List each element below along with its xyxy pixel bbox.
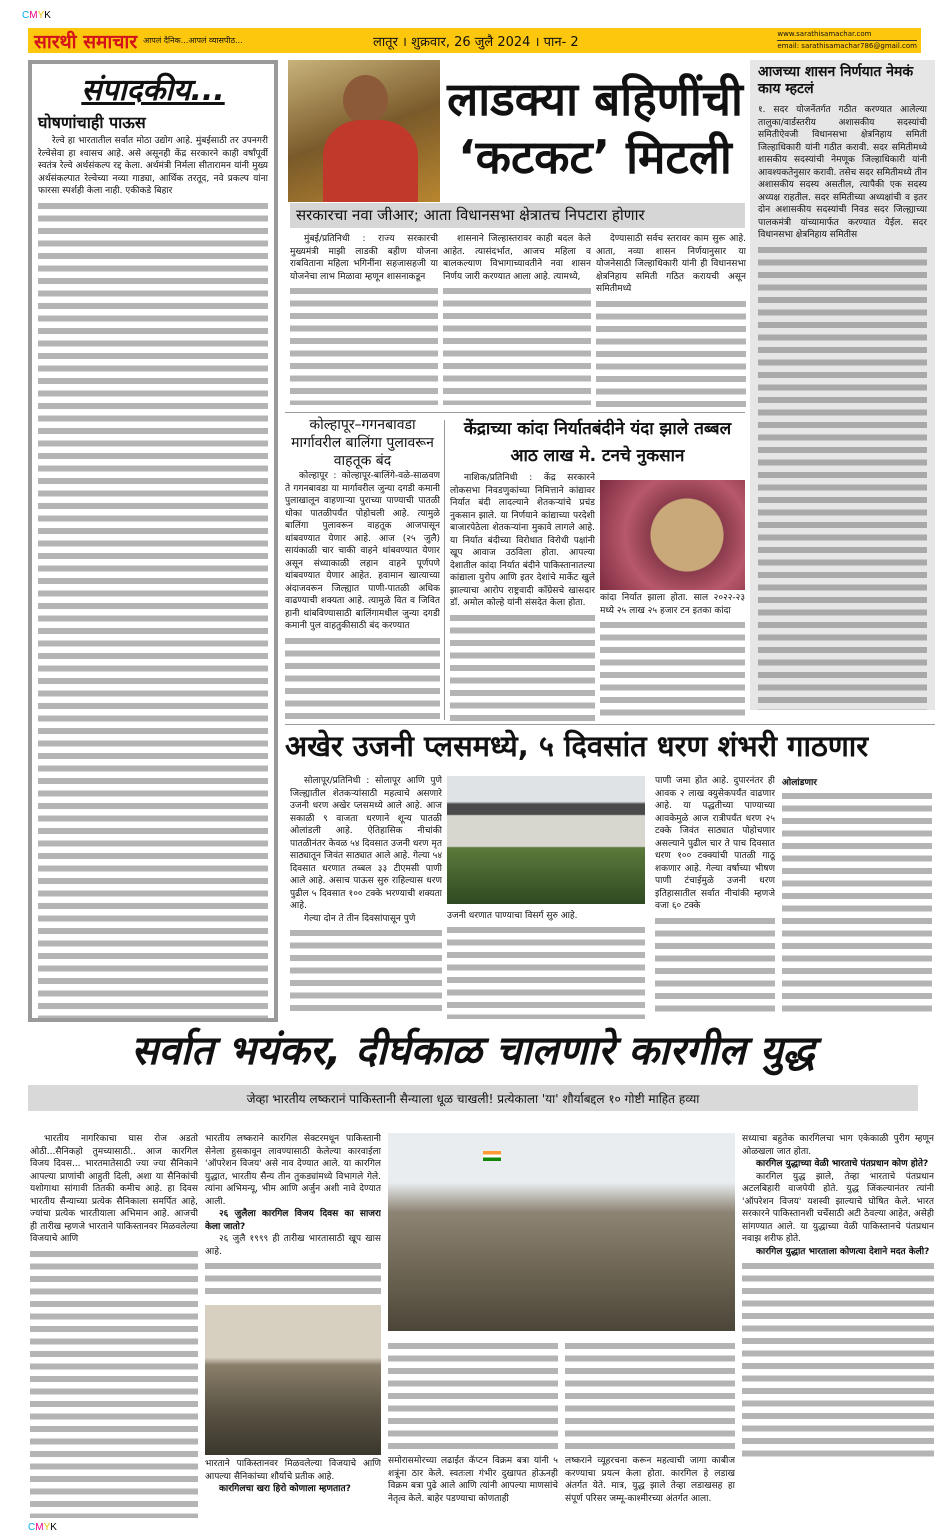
brand-logo: सारथी समाचार <box>34 30 138 53</box>
cmyk-mark-top: CMYK <box>22 10 51 21</box>
lead-col-1: मुंबई/प्रतिनिधी : राज्य सरकारची मुख्यमंत्री माझी लाडकी बहीण योजना राबविताना महिला भगिनींना सहजासहजी या योजनेचा लाभ मिळावा म्हणून शासनाकडून <box>290 234 438 282</box>
lead-headline: लाडक्या बहिणींची ‘कटकट’ मिटली <box>447 72 743 184</box>
kargil-col-3: समोरासमोरच्या लढाईत कॅप्टन विक्रम बत्रा यांनी ५ शत्रूंना ठार केले. स्वतःला गंभीर दुखापत होऊनही विक्रम बत्रा पुढे आले आणि त्यांनी आपल्या माणसांचे नेतृत्व केले. बाहेर पडण्याचा कोणताही <box>388 1456 558 1504</box>
lead-subhead: सरकारचा नवा जीआर; आता विधानसभा क्षेत्रातच निपटारा होणार <box>290 203 745 228</box>
kolhapur-headline: कोल्हापूर–गगनबावडा मार्गावरील बालिंगा पुलावरून वाहतूक बंद <box>291 417 434 469</box>
kargil-col-2: भारतीय लष्कराने कारगिल सेक्टरमधून पाकिस्तानी सेनेला हुसकावून लावण्यासाठी केलेल्या कारवाईला 'ऑपरेशन विजय' असे नाव देण्यात आले. या कारगिल युद्धात, भारतीय सैन्य तीन तुकड्यांमध्ये विभागले गेले. त्यांना अभिमन्यू, भीम आणि अर्जुन अशी नावे देण्यात आली. <box>205 1134 381 1207</box>
lead-col-2: शासनाने जिल्हास्तरावर काही बदल केले आहेत. त्यासंदर्भात, आजच महिला व बालकल्याण विभागाच्यावतीने नवा शासन निर्णय जारी करण्यात आला आहे. त्यामध्ये, <box>443 234 591 282</box>
ujani-body-2: गेल्या दोन ते तीन दिवसांपासून पुणे <box>304 913 416 924</box>
kargil-col-1: भारतीय नागरिकाचा घास रोज अडतो ओठी...सैनिकहो तुमच्यासाठी.. आज कारगिल विजय दिवस... भारतमातेसाठी ज्या ज्या सैनिकाने आपल्या प्राणांची आहुती दिली, अशा या सैनिकांची यशोगाथा सांगावी तितकी कमीच आहे. हा दिवस भारतीय सैन्याच्या प्रत्येक सैनिकाला समर्पित आहे, ज्यांचा प्रत्येक भारतीयाला अभिमान आहे. आजची ही तारीख म्हणजे भारताने पाकिस्तानवर मिळवलेल्या विजयाचे आणि <box>30 1134 198 1244</box>
lead-photo-woman <box>288 60 440 202</box>
ujani-headline: अखेर उजनी प्लसमध्ये, ५ दिवसांत धरण शंभरी गाठणार <box>285 729 869 763</box>
artillery-photo <box>205 1305 381 1455</box>
ujani-photo-caption: उजनी धरणात पाण्याचा विसर्ग सुरु आहे. <box>447 911 578 921</box>
cmyk-mark-bottom: CMYK <box>28 1522 57 1533</box>
kargil-q2: कारगिलचा खरा हिरो कोणाला म्हणतात? <box>219 1484 351 1494</box>
ujani-body-3: पाणी जमा होत आहे. दुपारनंतर ही आवक २ लाख क्युसेकपर्यंत वाढणार आहे. या पद्धतीच्या पाण्याच्या आवकेमुळे आज रात्रीपर्यंत धरण २५ टक्के जिवंत साठ्यात पोहोचणार असल्याने पुढील चार ते पाच दिवसात धरण १०० टक्क्यांची पातळी गाठू शकणार आहे. गेल्या वर्षाच्या भीषण पाणी टंचाईमुळे उजनी धरण इतिहासातील सर्वात नीचांकी म्हणजे वजा ६० टक्के <box>655 776 775 911</box>
kargil-subhead: जेव्हा भारतीय लष्करानं पाकिस्तानी सैन्याला धूळ चाखली! प्रत्येकाला 'या' शौर्याबद्दल १० गोष्टी माहित हव्या <box>28 1085 918 1111</box>
kargil-headline: सर्वात भयंकर, दीर्घकाळ चालणारे कारगील युद्ध <box>131 1028 815 1074</box>
soldiers-photo <box>388 1133 735 1331</box>
editorial-body: रेल्वे हा भारतातील सर्वात मोठा उद्योग आहे. मुंबईसाठी तर उपनगरी रेल्वेसेवा हा श्वासच आहे. असे असूनही केंद्र सरकारने काही वर्षांपूर्वी स्वतंत्र रेल्वे अर्थसंकल्प रद्द केला. अर्थमंत्री निर्मला सीतारामन यांनी मुख्य अर्थसंकल्पात रेल्वेच्या नव्या गाड्या, आर्थिक तरतूद, नवे प्रकल्प यांना फारसा स्पर्शही केला नाही. एकीकडे बिहार <box>38 136 268 196</box>
kargil-photo-caption: भारताने पाकिस्तानवर मिळवलेल्या विजयाचे आणि आपल्या सैनिकांच्या शौर्याचे प्रतीक आहे. <box>205 1459 381 1482</box>
onion-body-2: कांदा निर्यात झाला होता. साल २०२२-२३ मध्ये २५ लाख २५ हजार टन इतका कांदा <box>600 593 745 616</box>
website-link[interactable]: www.sarathisamachar.com <box>777 29 917 41</box>
kargil-col-5a: सध्याचा बहुतेक कारगिलचा भाग एकेकाळी पुरीग म्हणून ओळखला जात होता. <box>742 1134 934 1157</box>
lead-col-3: देण्यासाठी सर्वच स्तरावर काम सुरू आहे. आता, नव्या शासन निर्णयानुसार या योजनेसाठी जिल्हाधिकारी यांनी ही विधानसभा क्षेत्रनिहाय समिती गठित करायची असून समितीमध्ये <box>596 234 746 294</box>
tagline: आपलं दैनिक...आपलं व्यासपीठ... <box>143 36 243 45</box>
dateline: लातूर । शुक्रवार, 26 जुलै 2024 । पान- 2 <box>373 34 579 50</box>
onion-body: नाशिक/प्रतिनिधी : केंद्र सरकारने लोकसभा निवडणुकांच्या निमित्ताने कांद्यावर निर्यात बंदी लादल्याने शेतकऱ्यांचे प्रचंड नुकसान झाले. या निर्णयाने कांद्याच्या परदेशी बाजारपेठेला शेतकऱ्यांना मुकावे लागले आहे. या निर्यात बंदीच्या विरोधात विरोधी पक्षांनी खूप आवाज उठविला होता. आपल्या देशातील कांदा निर्यात बंदीने पाकिस्तानातल्या कांद्याला युरोप आणि इतर देशांचे मार्केट खुले झाल्याचा आरोप राष्ट्रवादी काँग्रेसचे खासदार डॉ. अमोल कोल्हे यांनी संसदेत केला होता. <box>450 473 595 608</box>
gr-sidebar <box>750 60 935 710</box>
kolhapur-body: कोल्हापूर : कोल्हापूर-बालिंगे-वळे-साळवण ते गगनबावडा या मार्गावरील जुन्या दगडी कमानी पुलाखालून वाहणाऱ्या पुराच्या पाण्याची पातळी धोका पातळीपर्यंत पोहोचली आहे. त्यामुळे बालिंगा पुलावरून वाहतूक आजपासून थांबवण्यात येणार आहे. आज (२५ जुलै) सायंकाळी चार चाकी वाहने थांबवण्यात येणार असून संध्याकाळी लहान वाहने पूर्णपणे थांबवण्यात येणार आहेत. हवामान खात्याच्या अंदाजवरून जिल्ह्यात पाणी-पातळी अधिक वाढण्याची शक्यता आहे. त्यामुळे वित व जिवित हानी थांबविण्यासाठी बालिंगामधील जुन्या दगडी कमानी पुल वाहतुकीसाठी बंद करण्यात <box>285 471 440 631</box>
kargil-a1: २६ जुलै १९९९ ही तारीख भारतासाठी खूप खास आहे. <box>205 1234 381 1257</box>
masthead <box>28 28 921 53</box>
editorial-section-title: संपादकीय... <box>81 73 225 108</box>
sidebar-body: १. सदर योजनेंतर्गत गठीत करण्यात आलेल्या तालुका/वार्डस्तरीय अशासकीय सदस्यांची समितीऐवजी विधानसभा क्षेत्रनिहाय समिती जिल्हाधिकारी यांनी गठीत करावी. सदर समितीमध्ये शासकीय सदस्यांची नेमणूक जिल्हाधिकारी यांनी आवश्यकतेनुसार करावी. तसेच सदर समितीमध्ये तीन अशासकीय सदस्य असतील, त्यापैकी एक सदस्य अध्यक्ष राहतील. सदर समितीच्या अध्यक्षांची व इतर दोन अशासकीय सदस्यांची निवड सदर जिल्ह्याच्या पालकमंत्री यांच्यामार्फत करण्यात येईल. सदर विधानसभा क्षेत्रनिहाय समितीस <box>758 105 927 240</box>
onion-photo <box>600 480 745 590</box>
ujani-body: सोलापूर/प्रतिनिधी : सोलापूर आणि पुणे जिल्ह्यातील शेतकऱ्यांसाठी महत्वाचे असणारे उजनी धरण अखेर प्लसमध्ये आले आहे. आज सकाळी ९ वाजता धरणाने शून्य पातळी ओलांडली आहे. ऐतिहासिक नीचांकी पातळीनंतर केवळ ५४ दिवसात उजनी धरण मृत साठ्यातून जिवंत साठ्यात आले आहे. गेल्या ५४ दिवसात धरणात तब्बल ३३ टीएमसी पाणी आले आहे. असाच पाऊस सुरु राहिल्यास धरण पुढील ५ दिवसात १०० टक्के भरण्याची शक्यता आहे. <box>290 776 442 911</box>
ujani-body-4: ओलांडणार <box>782 778 817 788</box>
onion-headline: केंद्राच्या कांदा निर्यातबंदीने यंदा झाले तब्बल आठ लाख मे. टनचे नुकसान <box>463 419 732 466</box>
kargil-col-5b: कारगिल युद्ध झाले, तेव्हा भारताचे पंतप्रधान अटलबिहारी वाजपेयी होते. युद्ध जिंकल्यानंतर त्यांनी 'ऑपरेशन विजय' यशस्वी झाल्याचे घोषित केले. भारत सरकारने पाकिस्तानशी चर्चेसाठी अटी ठेवल्या आहेत, असेही सांगण्यात आले. या युद्धाच्या वेळी पाकिस्तानचे पंतप्रधान नवाझ शरीफ होते. <box>742 1171 934 1244</box>
ujani-dam-photo <box>447 776 645 904</box>
kargil-q1: २६ जुलैला कारगिल विजय दिवस का साजरा केला जातो? <box>205 1209 381 1232</box>
kargil-col-4: लष्कराने व्यूहरचना करून महत्वाची जागा काबीज करण्याचा प्रयत्न केला होता. कारगिल हे लडाख अंतर्गत येते. मात्र, युद्ध झाले तेव्हा लडाखसह हा संपूर्ण परिसर जम्मू-काश्मीरच्या अंतर्गत आला. <box>565 1456 735 1504</box>
kolhapur-article <box>285 416 440 721</box>
editorial-box <box>28 60 278 1022</box>
indian-flag-icon <box>483 1151 501 1161</box>
sidebar-title: आजच्या शासन निर्णयात नेमकं काय म्हटलं <box>758 64 914 97</box>
kargil-q3: कारगिल युद्धाच्या वेळी भारताचे पंतप्रधान कोण होते? <box>756 1159 929 1169</box>
kargil-q4: कारगिल युद्धात भारताला कोणत्या देशाने मदत केली? <box>756 1246 930 1257</box>
editorial-title: घोषणांचाही पाऊस <box>38 113 146 132</box>
email-link[interactable]: email: sarathisamachar786@gmail.com <box>777 42 917 50</box>
editorial-text-block <box>38 200 268 1020</box>
